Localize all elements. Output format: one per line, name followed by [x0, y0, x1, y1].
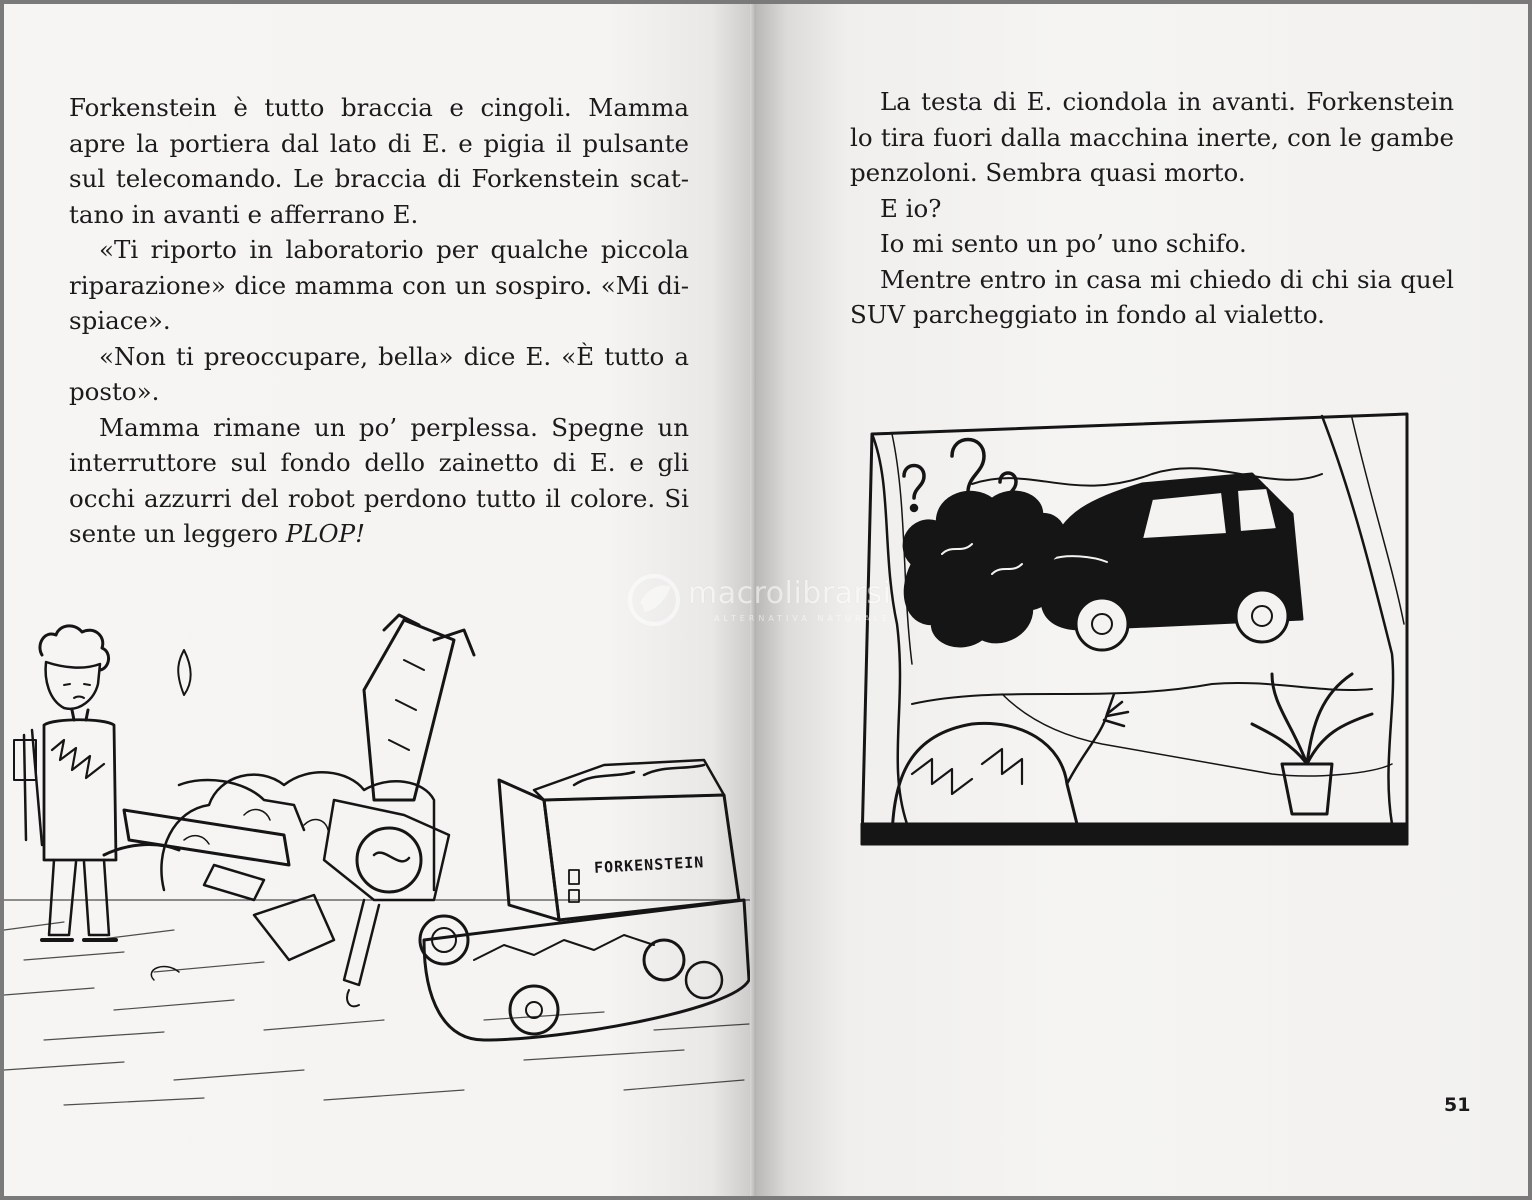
window-suv-illustration	[852, 404, 1412, 864]
boy-figure	[14, 626, 116, 940]
paragraph: «Ti riporto in laboratorio per qualche piccola riparazione» dice mamma con un sospiro. «Mi di-spiace».	[69, 235, 689, 335]
book-spread	[4, 4, 1528, 1196]
paragraph-text: Mamma rimane un po’ perplessa. Spegne un interruttore sul fondo dello zainetto di E. e gli occhi azzurri del robot perdono tutto il colore. Si sente un leggero	[69, 412, 689, 548]
watermark	[618, 570, 968, 632]
paragraph: E io?	[880, 193, 942, 223]
paragraph: Mentre entro in casa mi chiedo di chi sia quel SUV parcheggiato in fondo al vialetto.	[850, 264, 1454, 329]
plop-sound: PLOP!	[285, 519, 365, 548]
paragraph: La testa di E. ciondola in avanti. Forkenstein lo tira fuori dalla macchina inerte, con le gambe penzoloni. Sembra quasi morto.	[850, 87, 1454, 187]
paragraph: «Non ti preoccupare, bella» dice E. «È tutto a posto».	[69, 341, 689, 406]
page-number: 51	[1444, 1094, 1471, 1116]
macrolibrarsi-logo-icon	[624, 570, 684, 630]
left-page-text	[69, 90, 689, 552]
robot-label: FORKENSTEIN	[593, 853, 705, 877]
right-page-text	[850, 84, 1454, 333]
paragraph: Forkenstein è tutto braccia e cingoli. Mamma apre la portiera dal lato di E. e pigia il pulsante sul telecomando. Le braccia di Forkenstein scat-tano in avanti e afferrano E.	[69, 93, 689, 229]
suv-car	[1042, 474, 1302, 650]
watermark-tagline: ALTERNATIVA NATURALE	[714, 614, 892, 623]
watermark-name: macrolibrarsi	[688, 576, 892, 611]
paragraph: Io mi sento un po’ uno schifo.	[880, 229, 1247, 258]
paragraph	[69, 410, 689, 552]
